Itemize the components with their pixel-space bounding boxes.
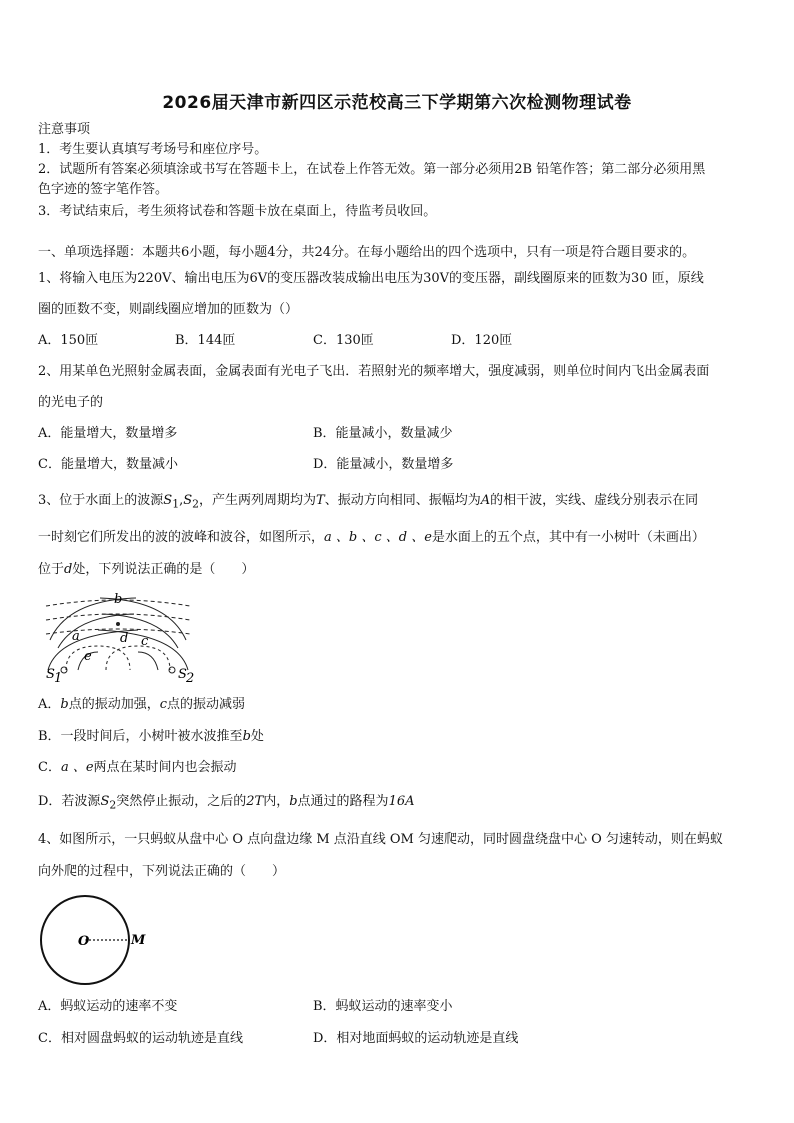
- q3-text: 点的振动减弱: [167, 697, 246, 712]
- q2-option-a: A．能量增大，数量增多: [38, 426, 178, 441]
- q3-var-s: S: [100, 794, 110, 809]
- q3-text: C．: [38, 760, 61, 775]
- q3-text: 3、位于水面上的波源: [38, 493, 164, 508]
- q3-option-c: [38, 758, 237, 778]
- q3-text: 处，下列说法正确的是（ ）: [72, 562, 255, 577]
- q3-text: D．若波源: [38, 794, 101, 809]
- q3-text: 点通过的路程为: [297, 794, 389, 809]
- q1-stem-line2: 圈的匝数不变，则副线圈应增加的匝数为（）: [38, 302, 299, 317]
- q3-var-c: c: [159, 697, 168, 712]
- label-b: b: [114, 592, 123, 607]
- q3-text: 点的振动加强，: [68, 697, 160, 712]
- label-c: c: [141, 634, 149, 649]
- q3-var-d: d: [64, 562, 73, 577]
- q3-text: 内，: [263, 794, 290, 809]
- q4-option-d: D．相对地面蚂蚁的运动轨迹是直线: [313, 1031, 519, 1046]
- notice-item-2-cont: 色字迹的签字笔作答。: [38, 182, 169, 197]
- q3-var-16a: 16A: [388, 794, 415, 809]
- q3-text: ，产生两列周期均为: [199, 493, 317, 508]
- q3-text: A．: [38, 697, 61, 712]
- q1-option-c: C．130匝: [313, 333, 374, 348]
- q3-sub: 1: [172, 497, 180, 511]
- q1-stem-line1: 1、将输入电压为220V、输出电压为6V的变压器改装成输出电压为30V的变压器，副线圈原来的匝数为30 匝，原线: [38, 271, 704, 286]
- q3-points: a 、b 、c 、d 、e: [324, 530, 432, 545]
- q3-var-b: b: [60, 697, 69, 712]
- wave-inner-arc: [66, 646, 130, 670]
- q3-text: 的相干波，实线、虚线分别表示在同: [490, 493, 699, 508]
- label-s1: S: [46, 667, 55, 682]
- q3-option-d: [38, 792, 415, 816]
- q1-option-a: A．150匝: [38, 333, 99, 348]
- notice-heading: 注意事项: [38, 122, 91, 137]
- q3-stem-line1: [38, 491, 760, 515]
- q3-option-b: [38, 727, 264, 747]
- q3-option-a: [38, 695, 245, 715]
- label-a: a: [72, 629, 80, 644]
- wave-inner-arc: [138, 652, 158, 670]
- q3-text: ,: [179, 493, 184, 508]
- page-title: 2026届天津市新四区示范校高三下学期第六次检测物理试卷: [162, 93, 632, 113]
- q2-stem-line1: 2、用某单色光照射金属表面，金属表面有光电子飞出．若照射光的频率增大，强度减弱，则单位时间内飞出金属表面: [38, 364, 710, 379]
- point-d-marker: [117, 623, 120, 626]
- label-e: e: [84, 649, 92, 664]
- q3-var-b: b: [242, 729, 251, 744]
- q3-text: B．一段时间后，小树叶被水波推至: [38, 729, 243, 744]
- q3-var-b: b: [289, 794, 298, 809]
- q2-option-b: B．能量减小，数量减少: [313, 426, 453, 441]
- q3-text: 突然停止振动，之后的: [116, 794, 247, 809]
- wave-inner-arc: [106, 646, 170, 670]
- q1-option-d: D．120匝: [451, 333, 513, 348]
- q2-option-c: C．能量增大，数量减小: [38, 457, 178, 472]
- notice-item-3: 3．考试结束后，考生须将试卷和答题卡放在桌面上，待监考员收回。: [38, 204, 437, 219]
- q4-stem-line1: 4、如图所示，一只蚂蚁从盘中心 O 点向盘边缘 M 点沿直线 OM 匀速爬动，同时圆盘绕盘中心 O 匀速转动，则在蚂蚁: [38, 832, 723, 847]
- label-o: O: [78, 934, 90, 949]
- label-m: M: [131, 933, 146, 948]
- label-d: d: [120, 631, 129, 646]
- wave-interference-figure: [38, 590, 198, 685]
- q3-var-t: T: [316, 493, 325, 508]
- rotating-disc-figure: [38, 890, 148, 990]
- q2-stem-line2: 的光电子的: [38, 395, 104, 410]
- q3-var-a: A: [480, 493, 491, 508]
- q3-var-2t: 2T: [246, 794, 264, 809]
- label-s2: S: [178, 667, 187, 682]
- q3-sub: 2: [109, 798, 117, 812]
- q3-var-s: S: [163, 493, 173, 508]
- q3-text: 两点在某时间内也会振动: [93, 760, 237, 775]
- q3-stem-line2: [38, 528, 760, 548]
- q4-stem-line2: 向外爬的过程中，下列说法正确的（ ）: [38, 864, 286, 879]
- q3-sub: 2: [192, 497, 200, 511]
- q3-text: 处: [250, 729, 264, 744]
- q1-option-b: B．144匝: [175, 333, 236, 348]
- section-heading: 一、单项选择题：本题共6小题，每小题4分，共24分。在每小题给出的四个选项中，只有一项是符合题目要求的。: [38, 245, 696, 260]
- label-s1-sub: 1: [54, 671, 63, 685]
- q3-stem-line3: [38, 560, 760, 580]
- q4-option-c: C．相对圆盘蚂蚁的运动轨迹是直线: [38, 1031, 243, 1046]
- q3-text: 是水面上的五个点，其中有一小树叶（未画出）: [431, 530, 705, 545]
- q3-text: 位于: [38, 562, 65, 577]
- q4-option-a: A．蚂蚁运动的速率不变: [38, 999, 178, 1014]
- q4-option-b: B．蚂蚁运动的速率变小: [313, 999, 453, 1014]
- q3-var-ae: a 、e: [60, 760, 94, 775]
- q2-option-d: D．能量减小，数量增多: [313, 457, 454, 472]
- q3-text: 一时刻它们所发出的波的波峰和波谷，如图所示，: [38, 530, 325, 545]
- label-s2-sub: 2: [186, 671, 195, 685]
- q3-var-s: S: [183, 493, 193, 508]
- notice-item-1: 1．考生要认真填写考场号和座位序号。: [38, 142, 268, 157]
- q3-text: 、振动方向相同、振幅均为: [324, 493, 481, 508]
- notice-item-2: 2．试题所有答案必须填涂或书写在答题卡上，在试卷上作答无效。第一部分必须用2B 铅笔作答；第二部分必须用黑: [38, 162, 706, 177]
